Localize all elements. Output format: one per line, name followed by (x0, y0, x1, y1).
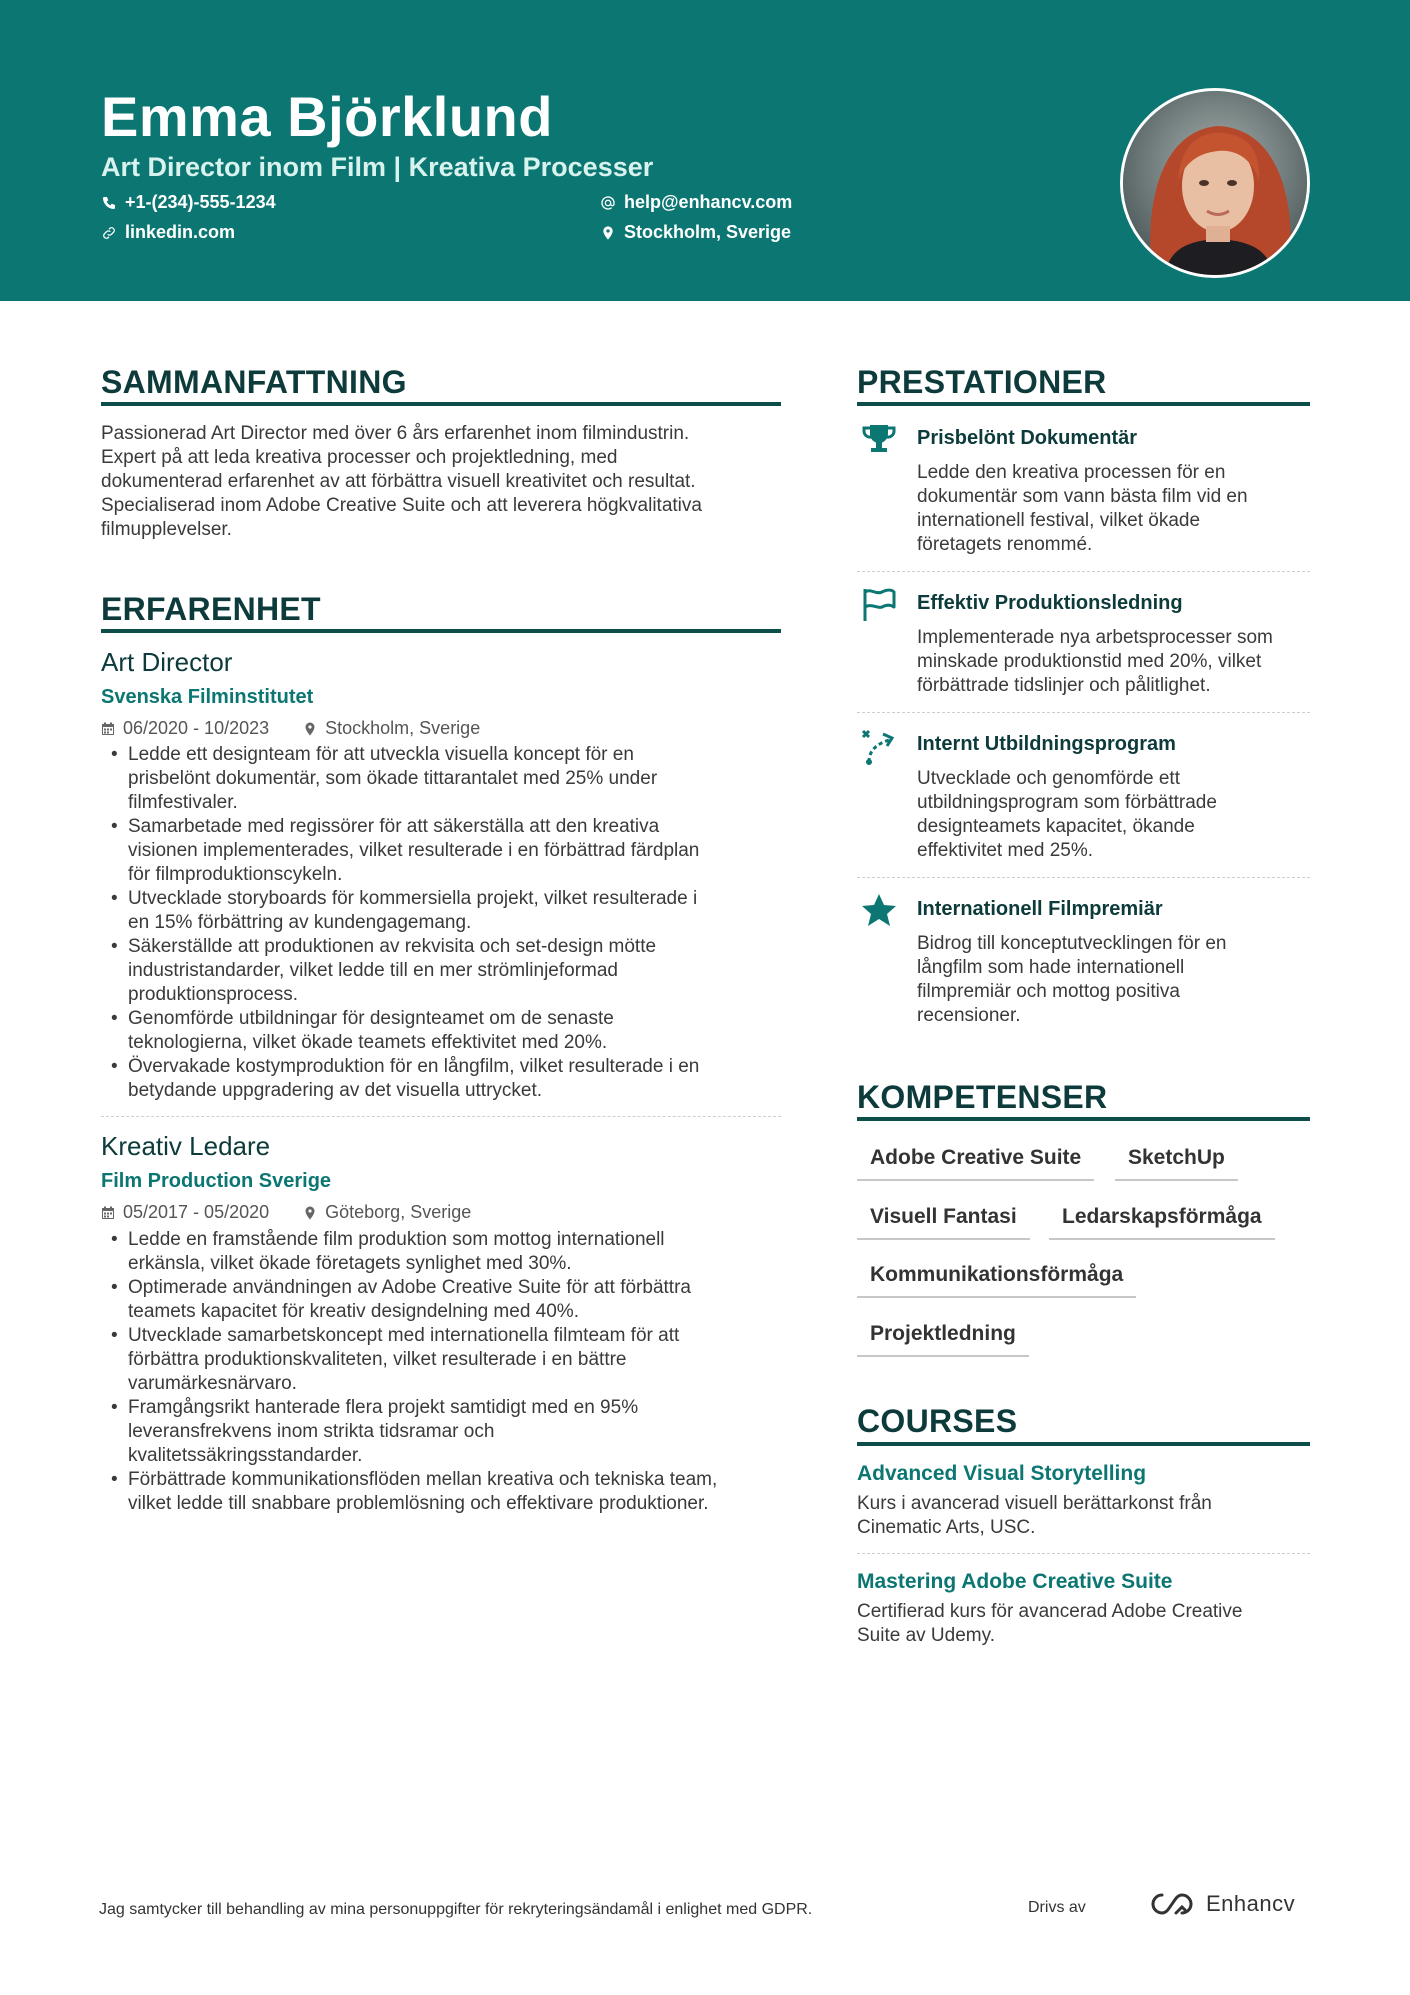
skill-tag: Ledarskapsförmåga (1049, 1200, 1275, 1240)
calendar-icon (101, 722, 115, 736)
summary-line: Passionerad Art Director med över 6 års erfarenhet inom filmindustrin. (101, 423, 690, 444)
location-contact (600, 222, 791, 243)
skill-tag: Adobe Creative Suite (857, 1141, 1094, 1181)
powered-by-label: Drivs av (1028, 1899, 1086, 1916)
link-icon (101, 225, 117, 241)
summary-line: Expert på att leda kreativa processer och projektledning, med (101, 447, 618, 468)
bullet-item: • Framgångsrikt hanterade flera projekt samtidigt med en 95% leveransfrekvens inom strikta tidsramar och kvalitetssäkringsstandarder. (101, 1396, 801, 1468)
achievement-desc: Ledde den kreativa processen för en dokumentär som vann bästa film vid en internationell festival, vilket ökade företagets renommé. (917, 462, 1248, 555)
bullet-item: • Optimerade användningen av Adobe Creative Suite för att förbättra teamets kapacitet för kreativ designdelning med 40%. (101, 1276, 801, 1324)
summary-line: filmupplevelser. (101, 519, 232, 540)
trophy-icon (859, 420, 899, 460)
job-title: Kreativ Ledare (101, 1131, 271, 1161)
achievement-title: Prisbelönt Dokumentär (917, 427, 1138, 449)
achievement-desc: Utvecklade och genomförde ett utbildningsprogram som förbättrade designteamets kapacitet, ökande effektivitet med 25%. (917, 768, 1217, 861)
phone-icon (101, 195, 117, 211)
phone-contact (101, 192, 276, 213)
job-title: Art Director (101, 647, 233, 677)
linkedin-contact[interactable] (101, 222, 235, 243)
achievement-desc: Bidrog till konceptutvecklingen för en långfilm som hade internationell filmpremiär och mottog positiva recensioner. (917, 933, 1227, 1026)
calendar-icon (101, 1206, 115, 1220)
bullet-item: • Utvecklade storyboards för kommersiella projekt, vilket resulterade i en 15% förbättring av kundengagemang. (101, 887, 801, 935)
summary-text (101, 422, 791, 542)
location-pin-icon (303, 722, 317, 736)
courses-rule (857, 1442, 1310, 1446)
job-meta (101, 718, 480, 739)
email-contact[interactable] (600, 192, 792, 213)
job-meta (101, 1202, 471, 1223)
enhancv-logo-icon (1148, 1890, 1196, 1918)
enhancv-brand[interactable] (1148, 1890, 1295, 1918)
course-desc: Kurs i avancerad visuell berättarkonst från Cinematic Arts, USC. (857, 1493, 1212, 1538)
company-name: Film Production Sverige (101, 1170, 332, 1192)
job-location: Göteborg, Sverige (325, 1202, 472, 1222)
bullet-item: • Ledde ett designteam för att utveckla visuella koncept för en prisbelönt dokumentär, som ökade tittarantalet med 25% under filmfestivaler. (101, 743, 801, 815)
job-bullets (101, 743, 801, 1103)
summary-line: dokumenterad erfarenhet av att förbättra visuell kreativitet och resultat. (101, 471, 696, 492)
course-title: Mastering Adobe Creative Suite (857, 1570, 1173, 1593)
profile-photo (1120, 88, 1310, 278)
skill-tag: Visuell Fantasi (857, 1200, 1030, 1240)
skill-tag: Kommunikationsförmåga (857, 1258, 1136, 1298)
course-desc: Certifierad kurs för avancerad Adobe Creative Suite av Udemy. (857, 1601, 1243, 1646)
company-name: Svenska Filminstitutet (101, 686, 314, 708)
brand-name: Enhancv (1206, 1891, 1296, 1916)
bullet-item: • Förbättrade kommunikationsflöden mellan kreativa och tekniska team, vilket ledde till snabbare problemlösning och effektivare produktioner. (101, 1468, 801, 1516)
summary-rule (101, 402, 781, 406)
candidate-title: Art Director inom Film | Kreativa Processer (101, 152, 654, 182)
linkedin-text: linkedin.com (125, 222, 236, 242)
strategy-icon (859, 726, 899, 766)
skills-rule (857, 1117, 1310, 1121)
candidate-name: Emma Björklund (101, 85, 553, 148)
job-dates: 05/2017 - 05/2020 (123, 1202, 270, 1222)
star-icon (859, 891, 899, 931)
achievement-desc: Implementerade nya arbetsprocesser som minskade produktionstid med 20%, vilket förbättrade tidslinjer och pålitlighet. (917, 627, 1273, 696)
achievement-title: Internt Utbildningsprogram (917, 733, 1176, 755)
job-dates: 06/2020 - 10/2023 (123, 718, 270, 738)
achievement-divider (857, 712, 1310, 713)
achievements-rule (857, 402, 1310, 406)
skill-tag: SketchUp (1115, 1141, 1238, 1181)
course-title: Advanced Visual Storytelling (857, 1462, 1147, 1485)
phone-text: +1-(234)-555-1234 (125, 192, 276, 212)
achievement-title: Internationell Filmpremiär (917, 898, 1163, 920)
email-text: help@enhancv.com (624, 192, 793, 212)
bullet-item: • Samarbetade med regissörer för att säkerställa att den kreativa visionen implementerades, vilket resulterade i en förbättrad färdplan för filmproduktionscykeln. (101, 815, 801, 887)
skill-tag: Projektledning (857, 1317, 1029, 1357)
courses-heading: COURSES (857, 1403, 1018, 1439)
achievement-divider (857, 571, 1310, 572)
achievement-divider (857, 877, 1310, 878)
bullet-item: • Övervakade kostymproduktion för en långfilm, vilket resulterade i en betydande uppgradering av det visuella uttrycket. (101, 1055, 801, 1103)
bullet-item: • Säkerställde att produktionen av rekvisita och set-design mötte industristandarder, vilket ledde till en mer strömlinjeformad produktionsprocess. (101, 935, 801, 1007)
location-text: Stockholm, Sverige (624, 222, 792, 242)
job-divider (101, 1116, 781, 1117)
job-bullets (101, 1228, 801, 1516)
summary-line: Specialiserad inom Adobe Creative Suite och att leverera högkvalitativa (101, 495, 702, 516)
course-divider (857, 1553, 1310, 1554)
bullet-item: • Genomförde utbildningar för designteamet om de senaste teknologierna, vilket ökade teamets effektivitet med 20%. (101, 1007, 801, 1055)
skills-heading: KOMPETENSER (857, 1079, 1108, 1115)
achievement-title: Effektiv Produktionsledning (917, 592, 1183, 614)
location-pin-icon (600, 225, 616, 241)
bullet-item: • Utvecklade samarbetskoncept med internationella filmteam för att förbättra produktionskvaliteten, vilket resulterade i en bättre varumärkesnärvaro. (101, 1324, 801, 1396)
gdpr-consent: Jag samtycker till behandling av mina personuppgifter för rekryteringsändamål i enlighet med GDPR. (99, 1901, 813, 1918)
job-location: Stockholm, Sverige (325, 718, 481, 738)
location-pin-icon (303, 1206, 317, 1220)
bullet-item: • Ledde en framstående film produktion som mottog internationell erkänsla, vilket ökade företagets synlighet med 30%. (101, 1228, 801, 1276)
experience-rule (101, 629, 781, 633)
at-icon (600, 195, 616, 211)
achievements-heading: PRESTATIONER (857, 364, 1107, 400)
summary-heading: SAMMANFATTNING (101, 364, 407, 400)
flag-icon (859, 585, 899, 625)
resume-header (0, 0, 1410, 301)
experience-heading: ERFARENHET (101, 591, 321, 627)
